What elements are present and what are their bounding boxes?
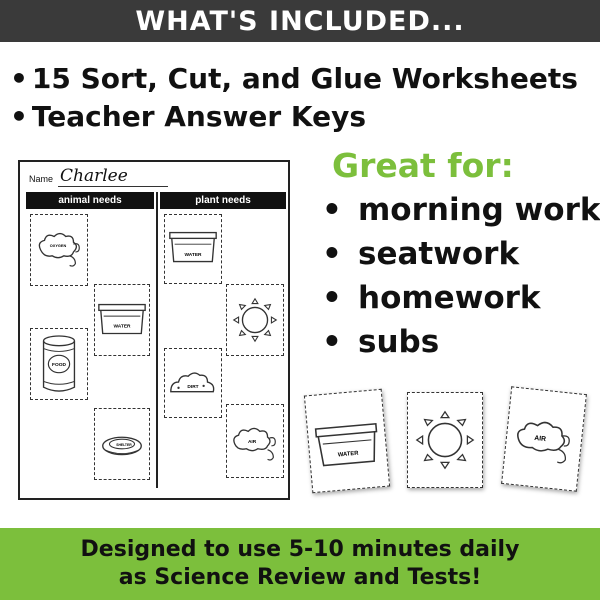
list-item-text: seatwork	[358, 236, 520, 272]
oxygen-cloud-icon	[31, 215, 87, 285]
air-label: AIR	[247, 439, 257, 445]
included-list	[10, 60, 578, 136]
sun-card	[407, 392, 483, 488]
name-value: Charlee	[60, 166, 128, 186]
list-item-text: Teacher Answer Keys	[31, 100, 367, 133]
dirt-cutout	[164, 348, 222, 418]
food-label: FOOD	[52, 362, 66, 368]
name-label: Name	[29, 174, 54, 184]
dirt-pile-icon	[165, 349, 221, 417]
column-header-plant-needs: plant needs	[160, 192, 286, 209]
great-for-list	[322, 188, 600, 364]
list-item-text: 15 Sort, Cut, and Glue Worksheets	[31, 62, 578, 95]
list-item	[322, 320, 600, 364]
bullet-icon: •	[322, 192, 342, 228]
footer-line-1: Designed to use 5-10 minutes daily	[80, 537, 520, 562]
bullet-icon: •	[10, 100, 28, 133]
list-item	[322, 188, 600, 232]
list-item	[322, 276, 600, 320]
bullet-icon: •	[322, 236, 342, 272]
shelter-cutout	[94, 408, 150, 480]
list-item	[322, 232, 600, 276]
column-header-animal-needs: animal needs	[26, 192, 154, 209]
shelter-nest-icon	[95, 409, 149, 479]
bullet-icon: •	[10, 62, 28, 95]
column-divider	[156, 192, 158, 488]
water-cutout-plant	[164, 214, 222, 284]
dirt-label: DIRT	[187, 384, 199, 390]
water-label: WATER	[184, 252, 202, 258]
water-cutout-animal	[94, 284, 150, 356]
oxygen-label: OXYGEN	[49, 244, 67, 249]
air-cloud-icon	[502, 387, 586, 490]
bottom-banner	[0, 528, 600, 600]
name-line	[58, 186, 168, 187]
bullet-icon: •	[322, 280, 342, 316]
water-card	[304, 389, 390, 493]
water-tub-icon	[305, 390, 389, 492]
sun-icon	[227, 285, 283, 355]
air-cutout	[226, 404, 284, 478]
list-item-text: homework	[358, 280, 541, 316]
list-item	[10, 98, 578, 136]
food-cutout	[30, 328, 88, 400]
food-can-icon	[31, 329, 87, 399]
shelter-label: SHELTER	[116, 442, 132, 447]
bullet-icon: •	[322, 324, 342, 360]
worksheet-preview	[18, 160, 290, 500]
water-label: WATER	[337, 450, 359, 459]
air-cloud-icon	[227, 405, 283, 477]
water-tub-icon	[95, 285, 149, 355]
air-card	[501, 386, 587, 491]
top-banner	[0, 0, 600, 42]
list-item-text: morning work	[358, 192, 600, 228]
great-for-title: Great for:	[332, 146, 514, 185]
list-item-text: subs	[358, 324, 440, 360]
water-label: WATER	[113, 324, 131, 330]
footer-line-2: as Science Review and Tests!	[118, 565, 482, 590]
sun-icon	[408, 393, 482, 487]
air-label: AIR	[533, 434, 547, 444]
water-tub-icon	[165, 215, 221, 283]
sun-cutout	[226, 284, 284, 356]
list-item	[10, 60, 578, 98]
oxygen-cutout	[30, 214, 88, 286]
page-title: WHAT'S INCLUDED...	[135, 5, 465, 37]
